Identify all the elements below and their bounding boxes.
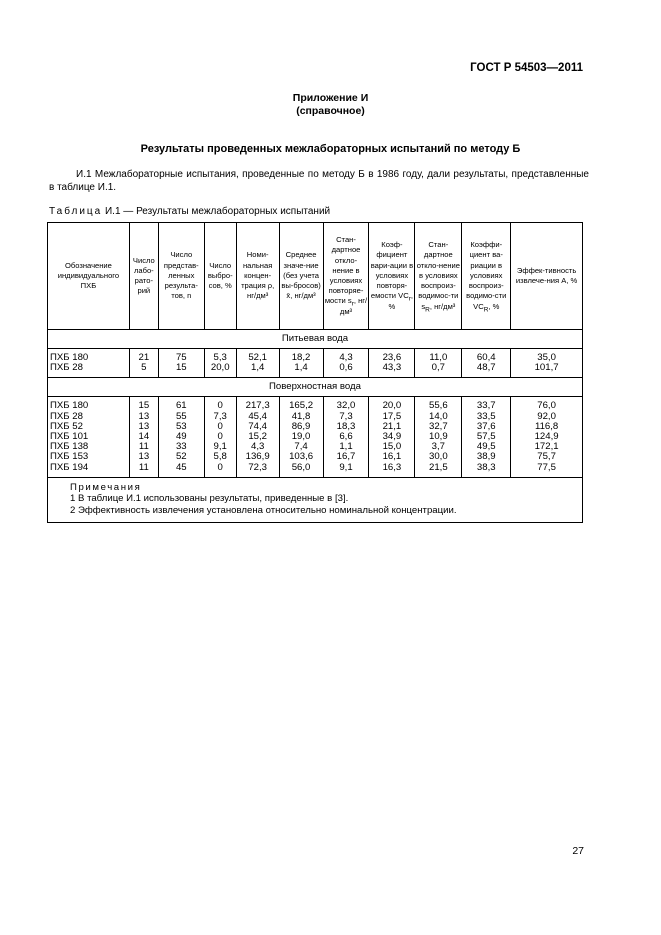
pcb-name-cell: ПХБ 28 <box>48 363 130 378</box>
value-cell: 5,8 <box>204 452 236 462</box>
value-cell: 15,2 <box>236 432 279 442</box>
value-cell: 101,7 <box>511 363 583 378</box>
notes-cell <box>48 477 583 523</box>
column-header-subscript: r <box>351 300 354 308</box>
value-cell: 43,3 <box>369 363 415 378</box>
value-cell: 16,7 <box>323 452 369 462</box>
pcb-name-cell: ПХБ 138 <box>48 442 130 452</box>
value-cell: 116,8 <box>511 422 583 432</box>
value-cell: 33 <box>158 442 204 452</box>
value-cell: 76,0 <box>511 397 583 412</box>
table-row <box>48 452 583 462</box>
pcb-name-cell: ПХБ 52 <box>48 422 130 432</box>
value-cell: 38,9 <box>462 452 511 462</box>
value-cell: 18,3 <box>323 422 369 432</box>
value-cell: 49 <box>158 432 204 442</box>
value-cell: 20,0 <box>369 397 415 412</box>
value-cell: 33,5 <box>462 412 511 422</box>
intro-paragraph: И.1 Межлабораторные испытания, проведенные по методу Б в 1986 году, дали результаты, представленные в таблице И.1. <box>49 169 589 193</box>
value-cell: 19,0 <box>279 432 323 442</box>
value-cell: 165,2 <box>279 397 323 412</box>
column-header-unit: , % <box>388 291 413 311</box>
section-row <box>48 330 583 349</box>
table-row <box>48 432 583 442</box>
value-cell: 56,0 <box>279 463 323 478</box>
pcb-name-cell: ПХБ 180 <box>48 397 130 412</box>
notes-title: Примечания <box>70 481 142 493</box>
table-row <box>48 412 583 422</box>
value-cell: 34,9 <box>369 432 415 442</box>
column-header <box>158 223 204 330</box>
section-row <box>48 378 583 397</box>
value-cell: 13 <box>129 452 158 462</box>
value-cell: 52,1 <box>236 349 279 364</box>
value-cell: 21,1 <box>369 422 415 432</box>
value-cell: 1,1 <box>323 442 369 452</box>
value-cell: 5,3 <box>204 349 236 364</box>
results-table <box>47 222 583 523</box>
value-cell: 16,1 <box>369 452 415 462</box>
value-cell: 4,3 <box>236 442 279 452</box>
column-header <box>323 223 369 330</box>
value-cell: 15 <box>158 363 204 378</box>
value-cell: 9,1 <box>323 463 369 478</box>
value-cell: 32,0 <box>323 397 369 412</box>
column-header-unit: , нг/дм³ <box>429 301 456 311</box>
pcb-name-cell: ПХБ 194 <box>48 463 130 478</box>
column-header-subscript: r <box>408 295 411 303</box>
table-caption <box>49 206 330 217</box>
column-header-text: Номи-нальная концен-трация ρ, нг/дм³ <box>241 250 275 301</box>
value-cell: 7,3 <box>204 412 236 422</box>
column-header-subscript: R <box>483 306 489 314</box>
value-cell: 92,0 <box>511 412 583 422</box>
value-cell: 11 <box>129 442 158 452</box>
column-header <box>236 223 279 330</box>
value-cell: 124,9 <box>511 432 583 442</box>
value-cell: 18,2 <box>279 349 323 364</box>
appendix-heading <box>0 92 661 118</box>
value-cell: 1,4 <box>236 363 279 378</box>
column-header <box>511 223 583 330</box>
value-cell: 75 <box>158 349 204 364</box>
pcb-name-cell: ПХБ 101 <box>48 432 130 442</box>
value-cell: 38,3 <box>462 463 511 478</box>
value-cell: 21,5 <box>415 463 462 478</box>
column-header-text: Эффек-тивность извлече-ния A, % <box>515 265 578 285</box>
column-header-text: Коэффи-циент ва-риации в условиях воспроиз-водимо-сти VC <box>466 240 507 311</box>
value-cell: 17,5 <box>369 412 415 422</box>
section-title: Поверхностная вода <box>48 378 583 397</box>
note-item: 1 В таблице И.1 использованы результаты, приведенные в [3]. <box>70 493 349 505</box>
appendix-title: Приложение И <box>292 92 369 104</box>
value-cell: 60,4 <box>462 349 511 364</box>
column-header <box>129 223 158 330</box>
note-item: 2 Эффективность извлечения установлена относительно номинальной концентрации. <box>70 504 457 516</box>
notes-row <box>48 477 583 523</box>
column-header <box>279 223 323 330</box>
pcb-name-cell: ПХБ 153 <box>48 452 130 462</box>
value-cell: 0 <box>204 463 236 478</box>
value-cell: 30,0 <box>415 452 462 462</box>
value-cell: 103,6 <box>279 452 323 462</box>
value-cell: 23,6 <box>369 349 415 364</box>
table-row <box>48 363 583 378</box>
value-cell: 14 <box>129 432 158 442</box>
table-caption-word: Таблица <box>49 206 103 217</box>
column-header <box>462 223 511 330</box>
value-cell: 75,7 <box>511 452 583 462</box>
value-cell: 74,4 <box>236 422 279 432</box>
value-cell: 53 <box>158 422 204 432</box>
value-cell: 13 <box>129 422 158 432</box>
column-header-text: Стан-дартное откло-нение в условиях повторяе-мости s <box>324 235 364 306</box>
table-row <box>48 422 583 432</box>
value-cell: 37,6 <box>462 422 511 432</box>
value-cell: 7,3 <box>323 412 369 422</box>
value-cell: 13 <box>129 412 158 422</box>
value-cell: 21 <box>129 349 158 364</box>
table-row <box>48 463 583 478</box>
value-cell: 45,4 <box>236 412 279 422</box>
pcb-name-cell: ПХБ 28 <box>48 412 130 422</box>
value-cell: 7,4 <box>279 442 323 452</box>
value-cell: 3,7 <box>415 442 462 452</box>
table-caption-text: И.1 — Результаты межлабораторных испытаний <box>102 206 331 217</box>
page-number: 27 <box>572 845 584 857</box>
table-body <box>48 330 583 523</box>
value-cell: 136,9 <box>236 452 279 462</box>
value-cell: 6,6 <box>323 432 369 442</box>
standard-number: ГОСТ Р 54503—2011 <box>470 62 583 74</box>
value-cell: 55,6 <box>415 397 462 412</box>
column-header <box>48 223 130 330</box>
value-cell: 5 <box>129 363 158 378</box>
value-cell: 55 <box>158 412 204 422</box>
value-cell: 10,9 <box>415 432 462 442</box>
value-cell: 4,3 <box>323 349 369 364</box>
value-cell: 0 <box>204 432 236 442</box>
table-row <box>48 397 583 412</box>
column-header-text: Среднее значе-ние (без учета вы-бросов) x̄, нг/дм³ <box>281 250 321 301</box>
column-header-subscript: R <box>425 306 430 314</box>
value-cell: 15,0 <box>369 442 415 452</box>
value-cell: 49,5 <box>462 442 511 452</box>
column-header <box>369 223 415 330</box>
value-cell: 77,5 <box>511 463 583 478</box>
value-cell: 52 <box>158 452 204 462</box>
value-cell: 0 <box>204 397 236 412</box>
column-header-unit: , % <box>488 301 500 311</box>
column-header-text: Число выбро-сов, % <box>207 260 233 291</box>
value-cell: 14,0 <box>415 412 462 422</box>
column-header-text: Стан-дартное откло-нение в условиях воспроиз-водимос-ти s <box>416 240 460 311</box>
appendix-subtitle: (справочное) <box>296 105 365 117</box>
value-cell: 0,6 <box>323 363 369 378</box>
column-header-text: Число лабо-рато-рий <box>132 255 155 296</box>
value-cell: 45 <box>158 463 204 478</box>
value-cell: 0,7 <box>415 363 462 378</box>
value-cell: 20,0 <box>204 363 236 378</box>
value-cell: 217,3 <box>236 397 279 412</box>
value-cell: 1,4 <box>279 363 323 378</box>
header-row <box>48 223 583 330</box>
pcb-name-cell: ПХБ 180 <box>48 349 130 364</box>
value-cell: 15 <box>129 397 158 412</box>
value-cell: 16,3 <box>369 463 415 478</box>
value-cell: 0 <box>204 422 236 432</box>
table-row <box>48 349 583 364</box>
value-cell: 11 <box>129 463 158 478</box>
section-title: Питьевая вода <box>48 330 583 349</box>
table-row <box>48 442 583 452</box>
value-cell: 172,1 <box>511 442 583 452</box>
value-cell: 33,7 <box>462 397 511 412</box>
value-cell: 57,5 <box>462 432 511 442</box>
value-cell: 32,7 <box>415 422 462 432</box>
value-cell: 9,1 <box>204 442 236 452</box>
value-cell: 48,7 <box>462 363 511 378</box>
value-cell: 86,9 <box>279 422 323 432</box>
column-header-text: Число представ-ленных результа-тов, n <box>163 250 199 301</box>
value-cell: 41,8 <box>279 412 323 422</box>
column-header-unit: , нг/дм³ <box>339 296 368 316</box>
value-cell: 11,0 <box>415 349 462 364</box>
value-cell: 35,0 <box>511 349 583 364</box>
column-header <box>415 223 462 330</box>
section-title: Результаты проведенных межлабораторных испытаний по методу Б <box>140 143 521 155</box>
column-header-text: Коэф-фициент вари-ации в условиях повторя-емости VC <box>370 240 414 301</box>
value-cell: 61 <box>158 397 204 412</box>
value-cell: 72,3 <box>236 463 279 478</box>
column-header <box>204 223 236 330</box>
column-header-text: Обозначение индивидуального ПХБ <box>57 260 120 291</box>
table-header <box>48 223 583 330</box>
